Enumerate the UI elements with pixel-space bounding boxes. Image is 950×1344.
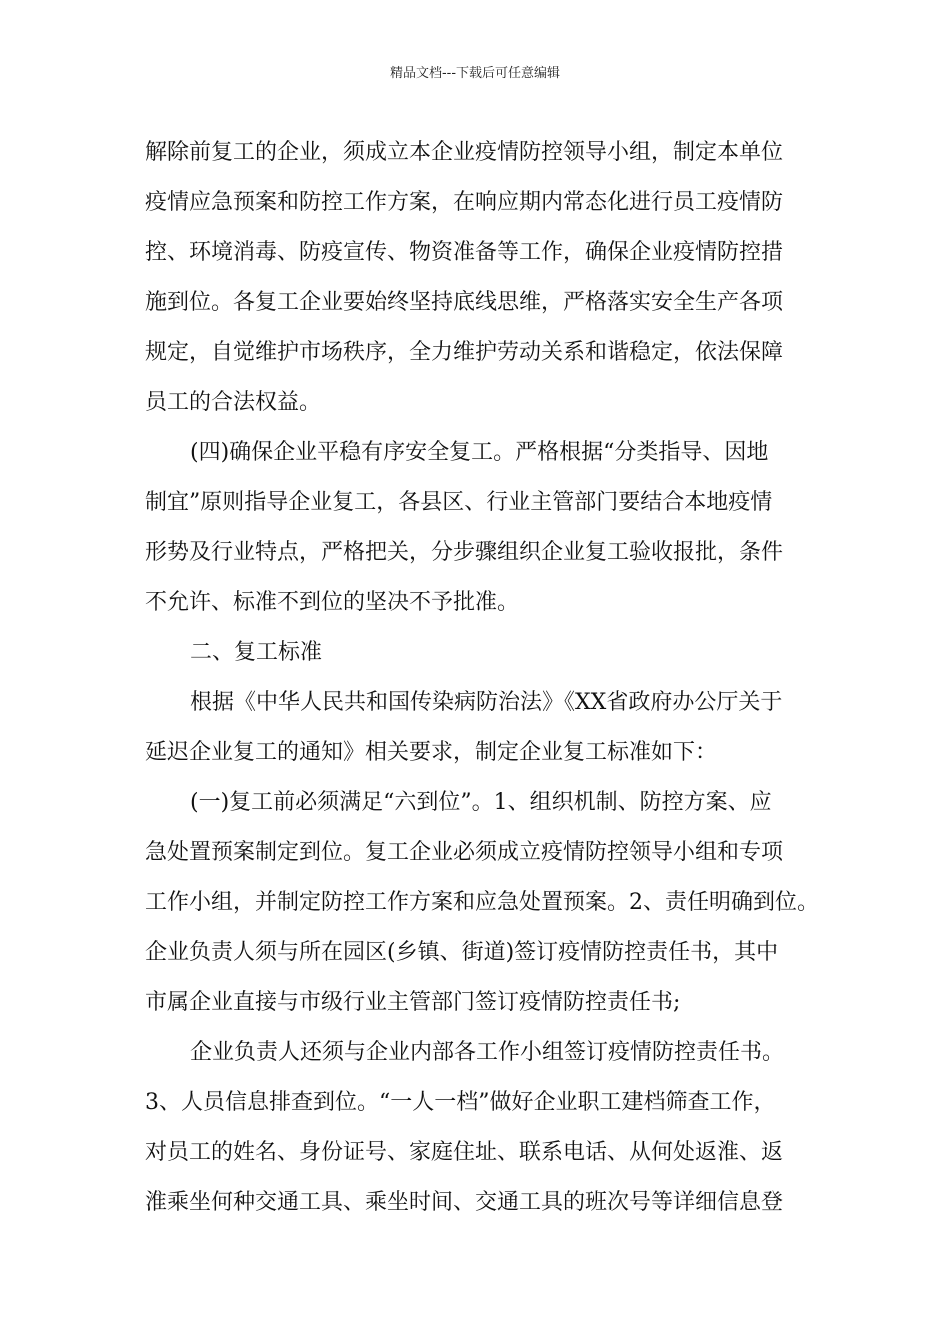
text-line: 工作小组，并制定防控工作方案和应急处置预案。2、责任明确到位。: [145, 890, 819, 915]
text-line: 急处置预案制定到位。复工企业必须成立疫情防控领导小组和专项: [145, 840, 784, 865]
text-line: 疫情应急预案和防控工作方案，在响应期内常态化进行员工疫情防: [145, 190, 784, 215]
text-line: 延迟企业复工的通知》相关要求，制定企业复工标准如下：: [145, 740, 718, 765]
page-header: 精品文档---下载后可任意编辑: [389, 66, 561, 81]
text-line: 员工的合法权益。: [145, 390, 322, 415]
text-line: 制宜”原则指导企业复工，各县区、行业主管部门要结合本地疫情: [145, 490, 773, 515]
text-line: 淮乘坐何种交通工具、乘坐时间、交通工具的班次号等详细信息登: [145, 1190, 784, 1215]
text-line: 根据《中华人民共和国传染病防治法》《XX省政府办公厅关于: [190, 690, 783, 715]
text-line: 规定，自觉维护市场秩序，全力维护劳动关系和谐稳定，依法保障: [145, 340, 784, 365]
text-line: (一)复工前必须满足“六到位”。1、组织机制、防控方案、应: [190, 790, 772, 815]
text-line: 企业负责人还须与企业内部各工作小组签订疫情防控责任书。: [190, 1040, 785, 1065]
text-line: 不允许、标准不到位的坚决不予批准。: [145, 590, 520, 615]
text-line: 解除前复工的企业，须成立本企业疫情防控领导小组，制定本单位: [145, 140, 784, 165]
text-line: 市属企业直接与市级行业主管部门签订疫情防控责任书;: [145, 990, 681, 1015]
text-line: 企业负责人须与所在园区(乡镇、街道)签订疫情防控责任书，其中: [145, 940, 779, 965]
text-line: 3、人员信息排查到位。“一人一档”做好企业职工建档筛查工作，: [145, 1090, 776, 1115]
text-line: 控、环境消毒、防疫宣传、物资准备等工作，确保企业疫情防控措: [145, 240, 784, 265]
text-line: 形势及行业特点，严格把关，分步骤组织企业复工验收报批，条件: [145, 540, 784, 565]
text-line: 施到位。各复工企业要始终坚持底线思维，严格落实安全生产各项: [145, 290, 784, 315]
section-heading: 二、复工标准: [190, 640, 323, 665]
text-line: (四)确保企业平稳有序安全复工。严格根据“分类指导、因地: [190, 440, 769, 465]
text-line: 对员工的姓名、身份证号、家庭住址、联系电话、从何处返淮、返: [145, 1140, 784, 1165]
